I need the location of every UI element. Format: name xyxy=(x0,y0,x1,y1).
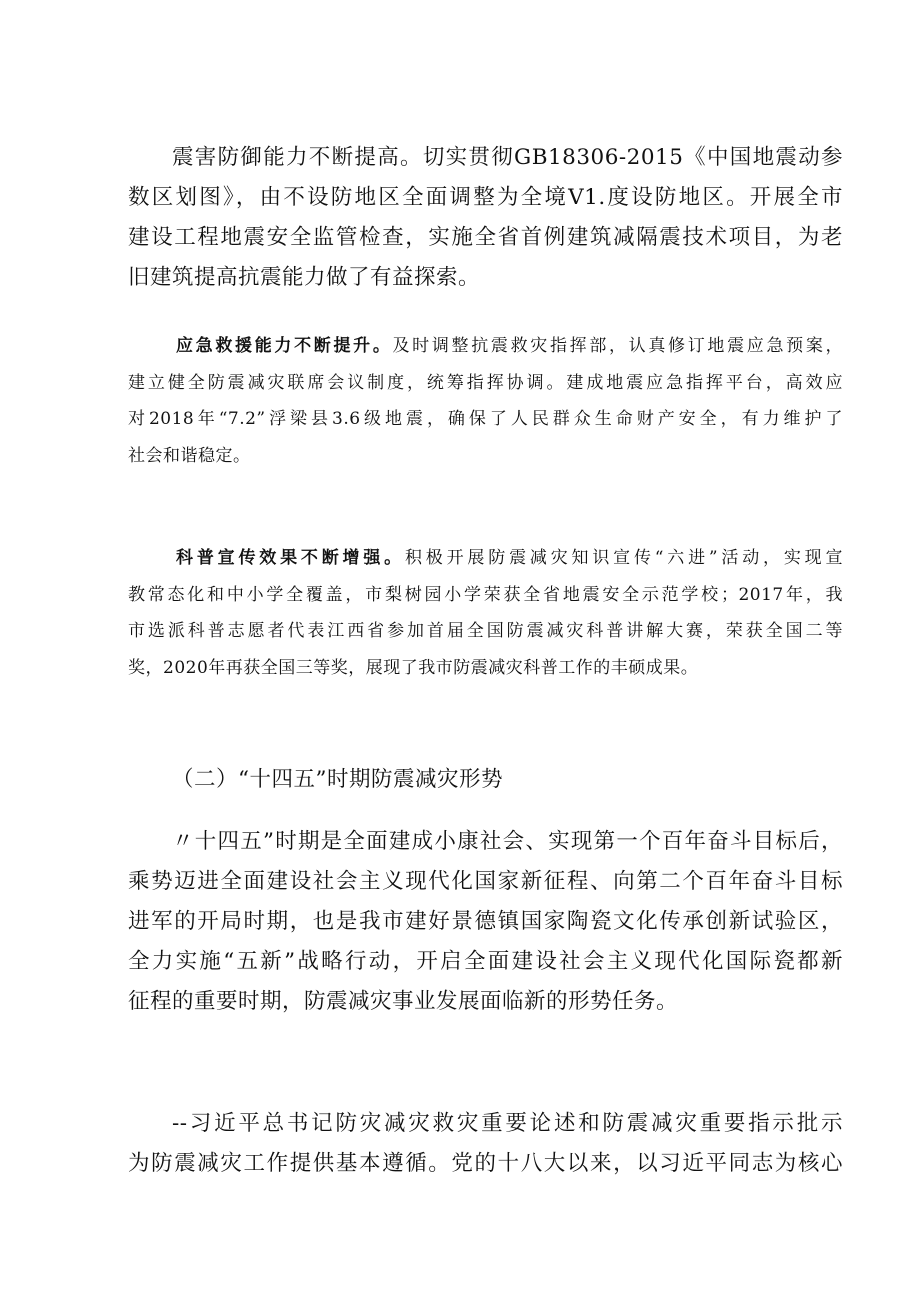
text-line: 为防震减灾工作提供基本遵循。党的十八大以来，以习近平同志为核心 xyxy=(128,1151,843,1176)
text-line: 奖，2020年再获全国三等奖，展现了我市防震减灾科普工作的丰硕成果。 xyxy=(128,657,699,678)
text-line: 乘势迈进全面建设社会主义现代化国家新征程、向第二个百年奋斗目标 xyxy=(128,869,843,894)
text-line: 社会和谐稳定。 xyxy=(128,445,251,466)
text-line: 建设工程地震安全监管检查，实施全省首例建筑减隔震技术项目，为老 xyxy=(128,225,843,250)
paragraph-lead-rest: 积极开展防震减灾知识宣传“六进”活动，实现宣 xyxy=(404,548,843,568)
text-line: 全力实施“五新”战略行动，开启全面建设社会主义现代化国际瓷都新 xyxy=(128,949,843,974)
paragraph-guidance xyxy=(128,1104,843,1184)
paragraph-emergency-rescue xyxy=(128,328,843,474)
section-heading-text: （二）“十四五”时期防震减灾形势 xyxy=(172,767,503,792)
text-line xyxy=(128,328,843,365)
text-line xyxy=(128,540,843,577)
paragraph-science-publicity xyxy=(128,540,843,686)
paragraph-14th-five-year xyxy=(128,822,843,1022)
text-line: 建立健全防震减灾联席会议制度，统筹指挥协调。建成地震应急指挥平台，高效应 xyxy=(128,372,843,393)
text-line: 征程的重要时期，防震减灾事业发展面临新的形势任务。 xyxy=(128,989,679,1014)
section-heading xyxy=(128,760,843,800)
text-line: 数区划图》，由不设防地区全面调整为全境V1.度设防地区。开展全市 xyxy=(128,185,843,210)
paragraph-seismic-defense xyxy=(128,138,843,298)
text-line: 旧建筑提高抗震能力做了有益探索。 xyxy=(128,265,481,290)
paragraph-lead: 应急救援能力不断提升。 xyxy=(176,336,393,356)
text-line: 市选派科普志愿者代表江西省参加首届全国防震减灾科普讲解大赛，荣获全国二等 xyxy=(128,621,843,641)
paragraph-lead: 科普宣传效果不断增强。 xyxy=(176,548,405,568)
text-line: 对2018年“7.2”浮梁县3.6级地震，确保了人民群众生命财产安全，有力维护了 xyxy=(128,409,843,429)
text-line: 震害防御能力不断提高。切实贯彻GB18306-2015《中国地震动参 xyxy=(172,145,843,170)
text-line: 进军的开局时期，也是我市建好景德镇国家陶瓷文化传承创新试验区， xyxy=(128,909,843,934)
text-line: --习近平总书记防灾减灾救灾重要论述和防震减灾重要指示批示 xyxy=(172,1111,843,1136)
paragraph-lead-rest: 及时调整抗震救灾指挥部，认真修订地震应急预案， xyxy=(392,336,843,356)
text-line: 教常态化和中小学全覆盖，市梨树园小学荣获全省地震安全示范学校；2017年，我 xyxy=(128,584,843,605)
text-line: 〃十四五”时期是全面建成小康社会、实现第一个百年奋斗目标后， xyxy=(172,829,843,854)
